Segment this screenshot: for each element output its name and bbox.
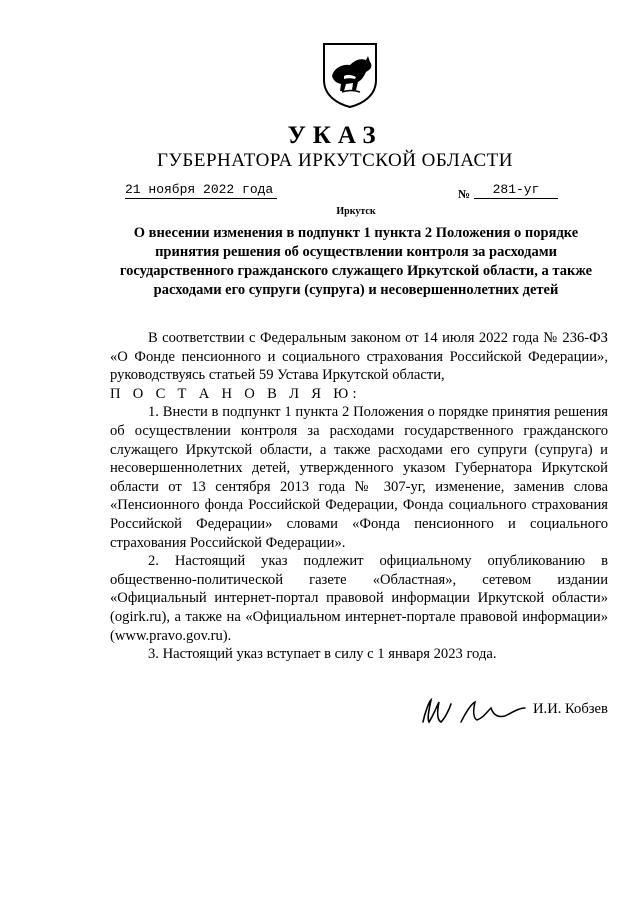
item-1-paragraph: 1. Внести в подпункт 1 пункта 2 Положения о порядке принятия решения об осуществлении контроля за расходами государственного гражданского служащего Иркутской области, а также расходами его супруги (супруга) и несовершеннолетних детей, утвержденного указом Губернатора Иркутской области от 13 сентября 2013 года № 307-уг, изменение, заменив слова «Пенсионного фонда Российской Федерации, Фонда социального страхования Российской Федерации» словами «Фонда пенсионного и социального страхования Российской Федерации».: [110, 404, 608, 551]
heading-line: принятия решения об осуществлении контроля за расходами: [155, 244, 557, 260]
document-date: 21 ноября 2022 года: [125, 182, 277, 199]
document-body: [110, 329, 608, 664]
heading-line: расходами его супруги (супруга) и несовершеннолетних детей: [153, 282, 559, 298]
coat-of-arms-icon: [322, 42, 378, 108]
heading-line: государственного гражданского служащего Иркутской области, а также: [119, 263, 593, 279]
document-city: Иркутск: [336, 206, 376, 217]
signer-name: И.И. Кобзев: [533, 701, 608, 717]
decree-word: П О С Т А Н О В Л Я Ю:: [110, 385, 361, 402]
item-3-paragraph: 3. Настоящий указ вступает в силу с 1 января 2023 года.: [148, 646, 497, 663]
number-sign: №: [458, 187, 471, 201]
document-number: 281-уг: [474, 182, 558, 199]
item-2-paragraph: 2. Настоящий указ подлежит официальному опубликованию в общественно-политической газете «Областная», сетевом издании «Официальный интернет-портал правовой информации Иркутской области» (ogirk.ru), а также на «Официальном интернет-портале правовой информации» (www.pravo.gov.ru).: [110, 553, 608, 644]
document-subtitle: ГУБЕРНАТОРА ИРКУТСКОЙ ОБЛАСТИ: [157, 150, 513, 171]
document-title: УКАЗ: [287, 122, 383, 149]
heading-line: О внесении изменения в подпункт 1 пункта 2 Положения о порядке: [133, 225, 579, 241]
preamble-paragraph: В соответствии с Федеральным законом от 14 июля 2022 года № 236-ФЗ «О Фонде пенсионного и социального страхования Российской Федерации», руководствуясь статьей 59 Устава Иркутской области,: [110, 330, 608, 384]
document-heading: [98, 224, 614, 300]
